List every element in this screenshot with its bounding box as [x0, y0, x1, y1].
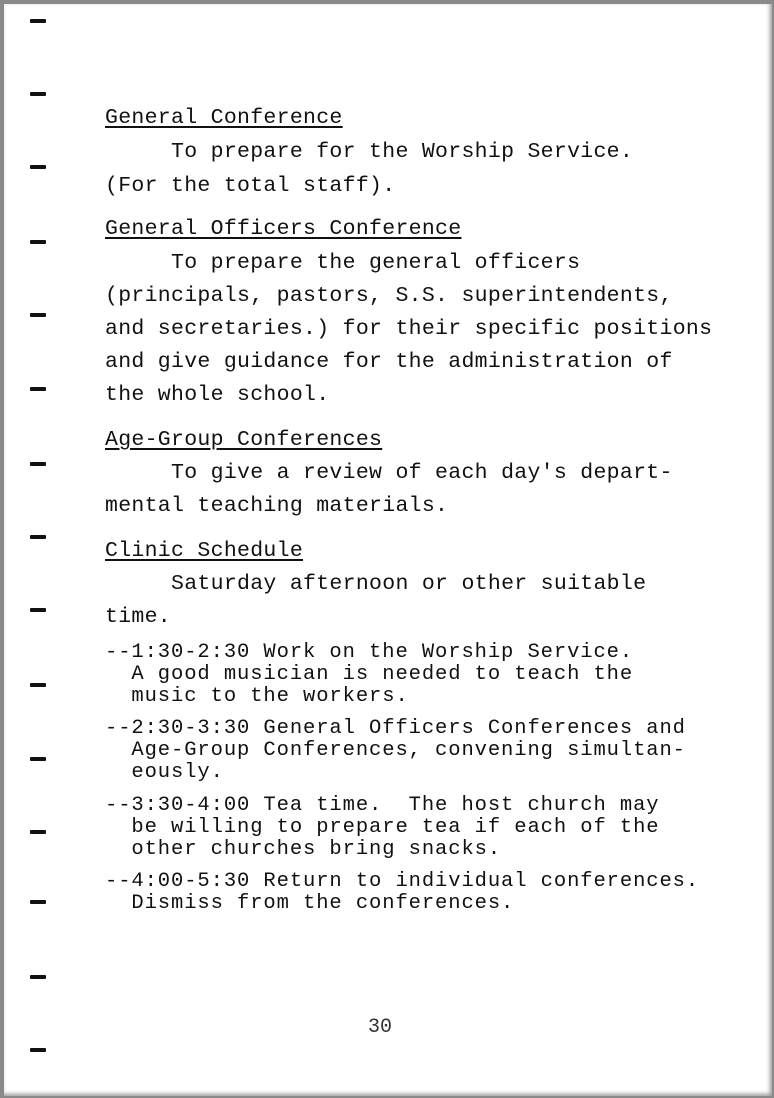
body-line: and secretaries.) for their specific positions [105, 317, 713, 341]
body-line: mental teaching materials. [105, 494, 449, 518]
binder-mark [30, 975, 46, 979]
binder-mark [30, 683, 46, 687]
body-line: (principals, pastors, S.S. superintendents, [105, 284, 673, 308]
binder-mark [30, 92, 46, 96]
section-heading: General Conference [105, 106, 343, 130]
body-line: To give a review of each day's depart- [105, 461, 673, 485]
schedule-line: --4:00-5:30 Return to individual conferences. [105, 870, 700, 893]
body-line: Saturday afternoon or other suitable [105, 572, 647, 596]
binder-mark [30, 313, 46, 317]
section-heading: Age-Group Conferences [105, 428, 383, 452]
binder-mark [30, 19, 46, 23]
schedule-line: A good musician is needed to teach the [105, 663, 634, 686]
schedule-line: music to the workers. [105, 685, 409, 708]
body-line: To prepare the general officers [105, 251, 581, 275]
section-heading: Clinic Schedule [105, 539, 304, 563]
document-page [4, 4, 772, 1096]
binder-mark [30, 830, 46, 834]
binder-mark [30, 1048, 46, 1052]
binder-mark [30, 462, 46, 466]
schedule-line: --2:30-3:30 General Officers Conferences and [105, 717, 686, 740]
body-line: the whole school. [105, 383, 330, 407]
binder-mark [30, 608, 46, 612]
schedule-line: Age-Group Conferences, convening simultan- [105, 739, 686, 762]
section-heading: General Officers Conference [105, 217, 462, 241]
binder-mark [30, 165, 46, 169]
binder-mark [30, 387, 46, 391]
schedule-line: other churches bring snacks. [105, 838, 502, 861]
schedule-line: be willing to prepare tea if each of the [105, 816, 660, 839]
body-line: To prepare for the Worship Service. [105, 140, 634, 164]
binder-mark [30, 240, 46, 244]
schedule-line: Dismiss from the conferences. [105, 892, 515, 915]
schedule-line: --3:30-4:00 Tea time. The host church may [105, 794, 660, 817]
schedule-line: --1:30-2:30 Work on the Worship Service. [105, 641, 634, 664]
body-line: and give guidance for the administration of [105, 350, 673, 374]
binder-mark [30, 757, 46, 761]
schedule-line: eously. [105, 761, 224, 784]
binder-mark [30, 900, 46, 904]
body-line: time. [105, 605, 172, 629]
page-number: 30 [368, 1016, 393, 1039]
binder-mark [30, 535, 46, 539]
body-line: (For the total staff). [105, 174, 396, 198]
